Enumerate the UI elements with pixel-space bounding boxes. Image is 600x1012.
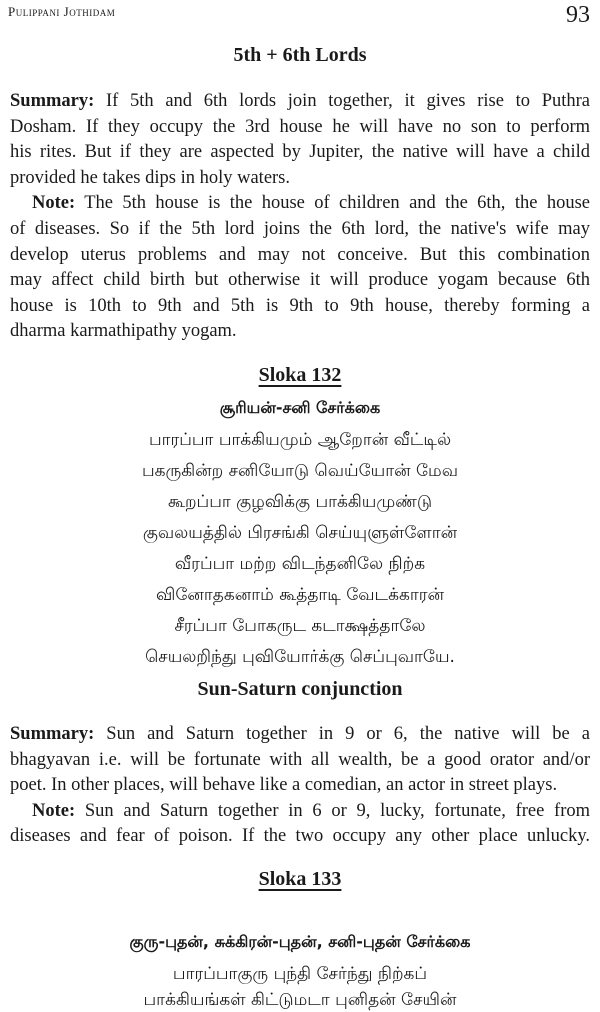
verse-line: குவலயத்தில் பிரசங்கி செய்யுளுள்ளோன் bbox=[142, 523, 458, 543]
summary-label: Summary: bbox=[10, 724, 95, 744]
verse-line: பாரப்பா பாக்கியமும் ஆறோன் வீட்டில் bbox=[148, 430, 452, 450]
sloka-132-subtitle: சூரியன்-சனி சேர்க்கை bbox=[219, 398, 381, 417]
verse-line: செயலறிந்து புவியோர்க்கு செப்புவாயே. bbox=[145, 647, 455, 667]
text-line: provided he takes dips in holy waters. bbox=[10, 167, 291, 188]
summary-paragraph-2 bbox=[10, 722, 590, 850]
text-line: If 5th and 6th lords join together, it gives rise to Puthra bbox=[94, 91, 590, 111]
verse-line: வினோதகனாம் கூத்தாடி வேடக்காரன் bbox=[156, 585, 444, 605]
text-line: Dosham. If they occupy the 3rd house he will have no son to perform bbox=[10, 116, 590, 137]
text-line: his rites. But if they are aspected by Jupiter, the native will have a child bbox=[10, 142, 590, 163]
page-number: 93 bbox=[566, 2, 590, 28]
sloka-133-subtitle: குரு-புதன், சுக்கிரன்-புதன், சனி-புதன் சேர்க்கை bbox=[129, 932, 471, 951]
text-line: Sun and Saturn together in 6 or 9, lucky, fortunate, free from bbox=[75, 800, 590, 821]
text-line: The 5th house is the house of children and the 6th, the house bbox=[75, 193, 590, 214]
verse-line: சீரப்பா போகருட கடாக்ஷத்தாலே bbox=[174, 616, 426, 636]
verse-line: வீரப்பா மற்ற விடந்தனிலே நிற்க bbox=[174, 554, 426, 574]
verse-line: பாக்கியங்கள் கிட்டுமடா புனிதன் சேயின் bbox=[143, 990, 457, 1010]
text-line: dharma karmathipathy yogam. bbox=[10, 321, 237, 342]
summary-label: Summary: bbox=[10, 91, 95, 111]
text-line: may affect child birth but otherwise it will produce yogam because 6th bbox=[10, 270, 590, 291]
sloka-132-title: Sloka 132 bbox=[258, 364, 342, 386]
text-line: bhagyavan i.e. will be fortunate with all wealth, be a good orator and/or bbox=[10, 749, 590, 770]
text-line: house is 10th to 9th and 5th is 9th to 9th house, thereby forming a bbox=[10, 295, 590, 316]
summary-paragraph-1 bbox=[10, 89, 590, 345]
section-title-lords: 5th + 6th Lords bbox=[233, 44, 367, 66]
text-line: Sun and Saturn together in 9 or 6, the native will be a bbox=[94, 724, 590, 744]
note-label: Note: bbox=[32, 800, 76, 821]
text-line: develop uterus problems and may not conceive. But this combination bbox=[10, 244, 590, 265]
text-line: of diseases. So if the 5th lord joins the 6th lord, the native's wife may bbox=[10, 218, 590, 239]
note-label: Note: bbox=[32, 193, 76, 214]
verse-line: பாரப்பாகுரு புந்தி சேர்ந்து நிற்கப் bbox=[172, 964, 428, 984]
text-line: poet. In other places, will behave like a comedian, an actor in street plays. bbox=[10, 775, 558, 796]
verse-line: கூறப்பா குழவிக்கு பாக்கியமுண்டு bbox=[167, 492, 433, 512]
verse-line: பகருகின்ற சனியோடு வெய்யோன் மேவ bbox=[141, 461, 459, 481]
text-line: diseases and fear of poison. If the two occupy any other place unlucky. bbox=[10, 826, 590, 847]
sloka-133-title: Sloka 133 bbox=[258, 868, 342, 890]
section-title-sun-saturn: Sun-Saturn conjunction bbox=[197, 678, 403, 700]
running-title: Pulippani Jothidam bbox=[8, 4, 116, 19]
